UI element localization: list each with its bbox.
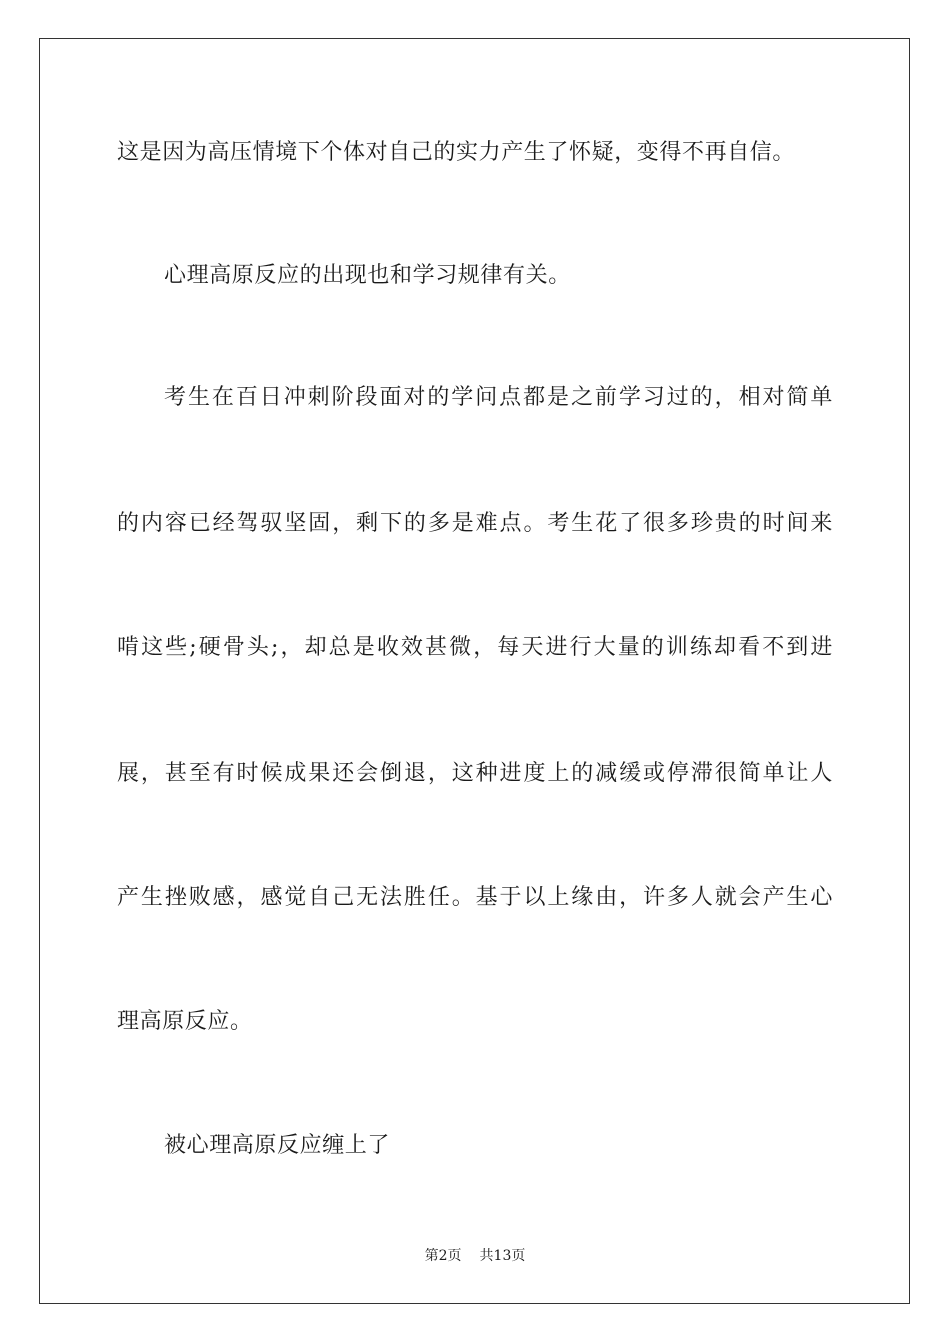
paragraph-line: 产生挫败感，感觉自己无法胜任。基于以上缘由，许多人就会产生心 [117,885,833,910]
paragraph-line: 心理高原反应的出现也和学习规律有关。 [164,263,571,288]
paragraph-line: 啃这些;硬骨头;，却总是收效甚微，每天进行大量的训练却看不到进 [117,635,833,660]
page-footer [0,1247,950,1265]
paragraph-line: 的内容已经驾驭坚固，剩下的多是难点。考生花了很多珍贵的时间来 [117,511,833,536]
paragraph-line: 被心理高原反应缠上了 [164,1133,391,1158]
page-total: 共13页 [479,1248,526,1264]
page-number: 第2页 [424,1248,462,1264]
paragraph-line: 考生在百日冲刺阶段面对的学问点都是之前学习过的，相对简单 [164,385,833,410]
page-border [39,38,910,1304]
paragraph-line: 理高原反应。 [117,1009,253,1034]
paragraph-line: 这是因为高压情境下个体对自己的实力产生了怀疑，变得不再自信。 [117,140,796,165]
paragraph-line: 展，甚至有时候成果还会倒退，这种进度上的减缓或停滞很简单让人 [117,761,833,786]
